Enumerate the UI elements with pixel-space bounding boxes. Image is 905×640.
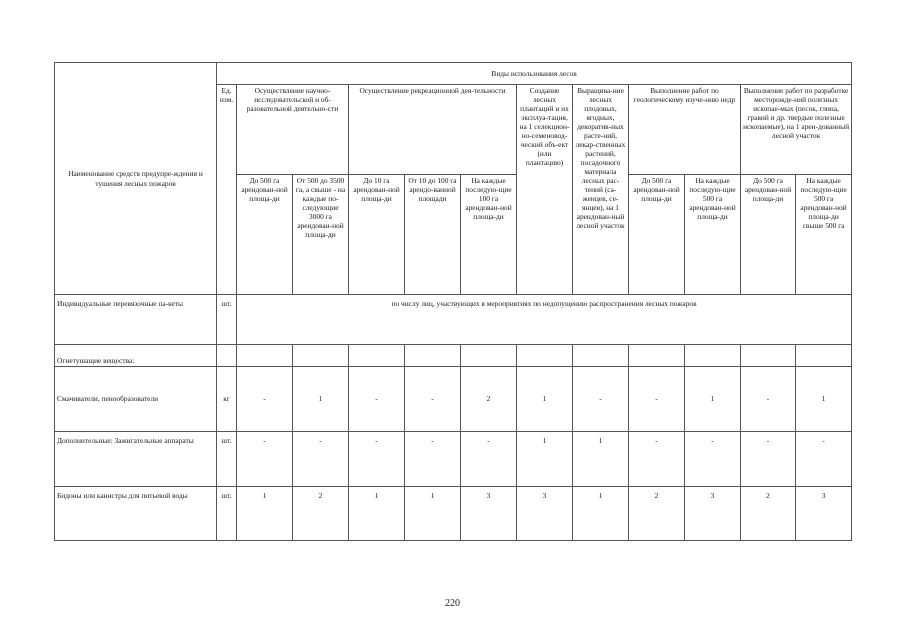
value-cell: 1 bbox=[517, 367, 573, 432]
value-cell: 1 bbox=[685, 367, 741, 432]
row-name: Бидоны или канистры для питьевой воды bbox=[55, 487, 217, 541]
row-unit bbox=[217, 345, 237, 367]
header-group-minerals: Выполнение работ по разработке месторожде-ний полезных ископае-мых (песок, глина, гравий и др. твердые полезные ископаемые), на 1 арен-дованный лесной участок bbox=[741, 85, 852, 175]
row-unit: шт. bbox=[217, 295, 237, 345]
value-cell: 1 bbox=[349, 487, 405, 541]
value-cell: - bbox=[741, 367, 796, 432]
value-cell: - bbox=[237, 432, 293, 487]
header-sub-rec-c: На каждые последую-щие 100 га арендован-ной площа-ди bbox=[461, 175, 517, 295]
table-row bbox=[55, 367, 852, 432]
header-types-title: Виды использования лесов bbox=[217, 63, 852, 85]
header-sub-geo-b: На каждые последую-щие 500 га арендован-ной площа-ди bbox=[685, 175, 741, 295]
value-cell: - bbox=[405, 367, 461, 432]
table-row bbox=[55, 345, 852, 367]
table-row bbox=[55, 295, 852, 345]
value-cell: - bbox=[573, 367, 629, 432]
value-cell: - bbox=[741, 432, 796, 487]
value-cell: - bbox=[293, 432, 349, 487]
table-row bbox=[55, 487, 852, 541]
header-unit: Ед. изм. bbox=[217, 85, 237, 295]
row-merged-note: по числу лиц, участвующих в мероприятиях по недопущению распространения лесных пожаров bbox=[237, 295, 852, 345]
row-name: Индивидуальные перевязочные па-кеты bbox=[55, 295, 217, 345]
value-cell: 3 bbox=[517, 487, 573, 541]
value-cell: 1 bbox=[405, 487, 461, 541]
value-cell: - bbox=[629, 432, 685, 487]
row-name: Огнетушащие вещества: bbox=[55, 345, 217, 367]
header-group-science: Осуществление научно-исследовательской и об-разовательной деятельно-сти bbox=[237, 85, 349, 175]
value-cell: - bbox=[349, 367, 405, 432]
header-name-column: Наименование средств предупре-ждения и тушения лесных пожаров bbox=[55, 63, 217, 295]
header-group-recreation: Осуществление рекреационной дея-тельности bbox=[349, 85, 517, 175]
value-cell: 1 bbox=[517, 432, 573, 487]
row-unit: кг bbox=[217, 367, 237, 432]
value-cell: 2 bbox=[461, 367, 517, 432]
table-row bbox=[55, 432, 852, 487]
header-group-growing: Выращива-ние лесных плодовых, ягодных, декоратив-ных расте-ний, лекар-ственных растений, посадочного материала лесных рас-тений (са-женцев, се-янцев), на 1 арендован-ный лесной участок bbox=[573, 85, 629, 295]
page-number: 220 bbox=[445, 598, 460, 609]
value-cell: - bbox=[349, 432, 405, 487]
value-cell: 3 bbox=[461, 487, 517, 541]
header-sub-science-b: От 500 до 3500 га, а свыше - на каждые по-следующие 3000 га арендован-ной площа-ди bbox=[293, 175, 349, 295]
header-sub-min-b: На каждые последую-щие 500 га арендован-ной площа-ди свыше 500 га bbox=[796, 175, 852, 295]
value-cell: 1 bbox=[293, 367, 349, 432]
header-sub-rec-b: От 10 до 100 га арендо-ванной площади bbox=[405, 175, 461, 295]
value-cell: - bbox=[461, 432, 517, 487]
header-sub-rec-a: До 10 га арендован-ной площа-ди bbox=[349, 175, 405, 295]
value-cell: - bbox=[405, 432, 461, 487]
value-cell: 2 bbox=[741, 487, 796, 541]
header-group-plantations: Создание лесных плантаций и их эксплуа-тация, на 1 селекцион-но-семеновод-ческий объ-ект (или плантацию) bbox=[517, 85, 573, 295]
header-sub-science-a: До 500 га арендован-ной площа-ди bbox=[237, 175, 293, 295]
value-cell: 1 bbox=[573, 487, 629, 541]
row-name: Смачиватели, пенообразователи bbox=[55, 367, 217, 432]
norms-table bbox=[54, 62, 852, 541]
value-cell: - bbox=[237, 367, 293, 432]
row-unit: шт. bbox=[217, 487, 237, 541]
value-cell: 2 bbox=[629, 487, 685, 541]
row-unit: шт. bbox=[217, 432, 237, 487]
value-cell: 3 bbox=[685, 487, 741, 541]
value-cell: - bbox=[629, 367, 685, 432]
value-cell: 2 bbox=[293, 487, 349, 541]
header-sub-min-a: До 500 га арендован-ной площа-ди bbox=[741, 175, 796, 295]
value-cell: 1 bbox=[796, 367, 852, 432]
value-cell: 1 bbox=[573, 432, 629, 487]
header-group-geology: Выполнение работ по геологическому изуче-нию недр bbox=[629, 85, 741, 175]
value-cell: - bbox=[685, 432, 741, 487]
header-sub-geo-a: До 500 га арендован-ной площа-ди bbox=[629, 175, 685, 295]
value-cell: 1 bbox=[237, 487, 293, 541]
row-name: Дополнительные: Зажигательные аппараты bbox=[55, 432, 217, 487]
value-cell: 3 bbox=[796, 487, 852, 541]
value-cell: - bbox=[796, 432, 852, 487]
